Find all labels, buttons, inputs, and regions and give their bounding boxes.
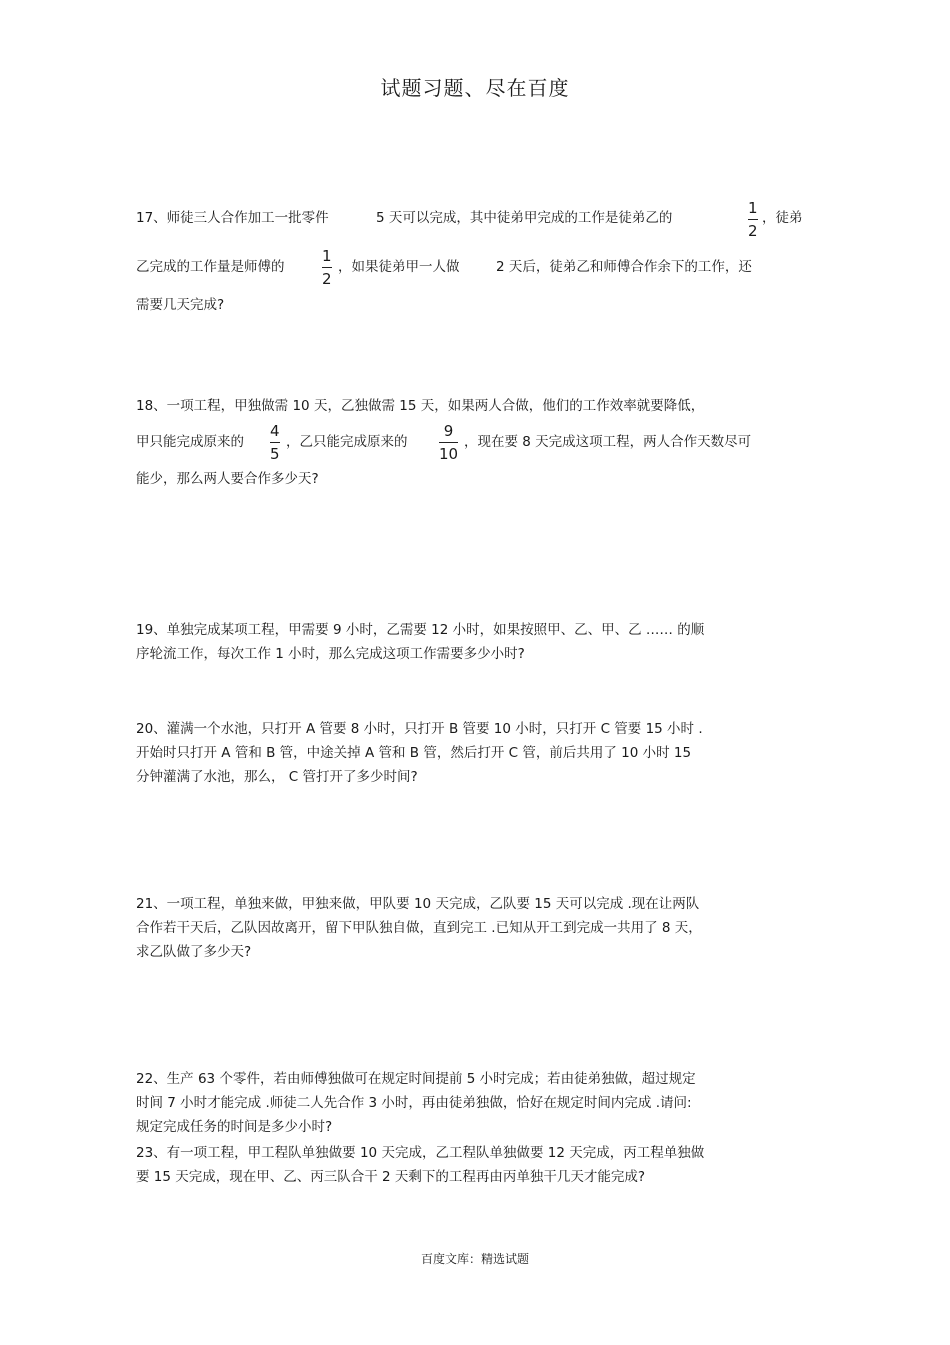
fraction-4-5	[270, 421, 280, 464]
problem-21-line-3: 求乙队做了多少天?	[136, 944, 252, 960]
problem-17-line-1a: 17、师徒三人合作加工一批零件	[136, 210, 329, 226]
problem-20-line-1: 20、灌满一个水池，只打开 A 管要 8 小时，只打开 B 管要 10 小时，只打开 C 管要 15 小时 .	[136, 721, 703, 737]
problem-23-line-2: 要 15 天完成，现在甲、乙、丙三队合干 2 天剩下的工程再由丙单独干几天才能完成?	[136, 1169, 646, 1185]
problem-18-line-2b: ，乙只能完成原来的	[286, 434, 408, 450]
fraction-denominator: 5	[270, 445, 280, 463]
problem-17-line-2a: 乙完成的工作量是师傅的	[136, 259, 285, 275]
fraction-bar	[322, 267, 332, 268]
problem-19-line-2: 序轮流工作，每次工作 1 小时，那么完成这项工作需要多少小时?	[136, 646, 525, 662]
problem-23-line-1: 23、有一项工程，甲工程队单独做要 10 天完成，乙工程队单独做要 12 天完成，丙工程单独做	[136, 1145, 705, 1161]
fraction-1-2	[748, 198, 758, 241]
page-footer: 百度文库：精选试题	[420, 1252, 529, 1266]
problem-20-line-2: 开始时只打开 A 管和 B 管，中途关掉 A 管和 B 管，然后打开 C 管，前后共用了 10 小时 15	[136, 745, 692, 761]
problem-19-line-1: 19、单独完成某项工程，甲需要 9 小时，乙需要 12 小时，如果按照甲、乙、甲、乙 …… 的顺	[136, 622, 705, 638]
fraction-9-10	[439, 421, 458, 464]
fraction-numerator: 4	[270, 422, 280, 440]
problem-18-line-1: 18、一项工程，甲独做需 10 天，乙独做需 15 天，如果两人合做，他们的工作效率就要降低，	[136, 398, 705, 414]
problem-17-line-2c: 2 天后，徒弟乙和师傅合作余下的工作，还	[496, 259, 752, 275]
problem-22-line-1: 22、生产 63 个零件，若由师傅独做可在规定时间提前 5 小时完成；若由徒弟独做，超过规定	[136, 1071, 696, 1087]
problem-20-line-3: 分钟灌满了水池，那么， C 管打开了多少时间?	[136, 769, 418, 785]
fraction-numerator: 1	[322, 247, 332, 265]
fraction-1-2	[322, 246, 332, 289]
problem-21-line-2: 合作若干天后，乙队因故离开，留下甲队独自做，直到完工 .已知从开工到完成一共用了 8 天，	[136, 920, 702, 936]
fraction-denominator: 10	[439, 445, 459, 463]
problem-22-line-2: 时间 7 小时才能完成 .师徒二人先合作 3 小时，再由徒弟独做，恰好在规定时间内完成 .请问:	[136, 1095, 692, 1111]
fraction-bar	[748, 219, 758, 220]
fraction-denominator: 2	[322, 270, 332, 288]
fraction-bar	[439, 442, 458, 443]
problem-17-line-3: 需要几天完成?	[136, 297, 225, 313]
problem-21-line-1: 21、一项工程，单独来做，甲独来做，甲队要 10 天完成，乙队要 15 天可以完成 .现在让两队	[136, 896, 700, 912]
problem-17-line-2b: ，如果徒弟甲一人做	[338, 259, 460, 275]
problem-17-line-1c: ，徒弟	[762, 210, 803, 226]
problem-18-line-2c: ，现在要 8 天完成这项工程，两人合作天数尽可	[464, 434, 752, 450]
problem-22-line-3: 规定完成任务的时间是多少小时?	[136, 1119, 333, 1135]
fraction-bar	[270, 442, 280, 443]
problem-18-line-2a: 甲只能完成原来的	[136, 434, 244, 450]
fraction-denominator: 2	[748, 222, 758, 240]
fraction-numerator: 9	[443, 422, 454, 440]
problem-18-line-3: 能少，那么两人要合作多少天?	[136, 471, 319, 487]
fraction-numerator: 1	[748, 199, 758, 217]
page-title: 试题习题、尽在百度	[380, 76, 570, 100]
problem-17-line-1b: 5 天可以完成，其中徒弟甲完成的工作是徒弟乙的	[376, 210, 673, 226]
